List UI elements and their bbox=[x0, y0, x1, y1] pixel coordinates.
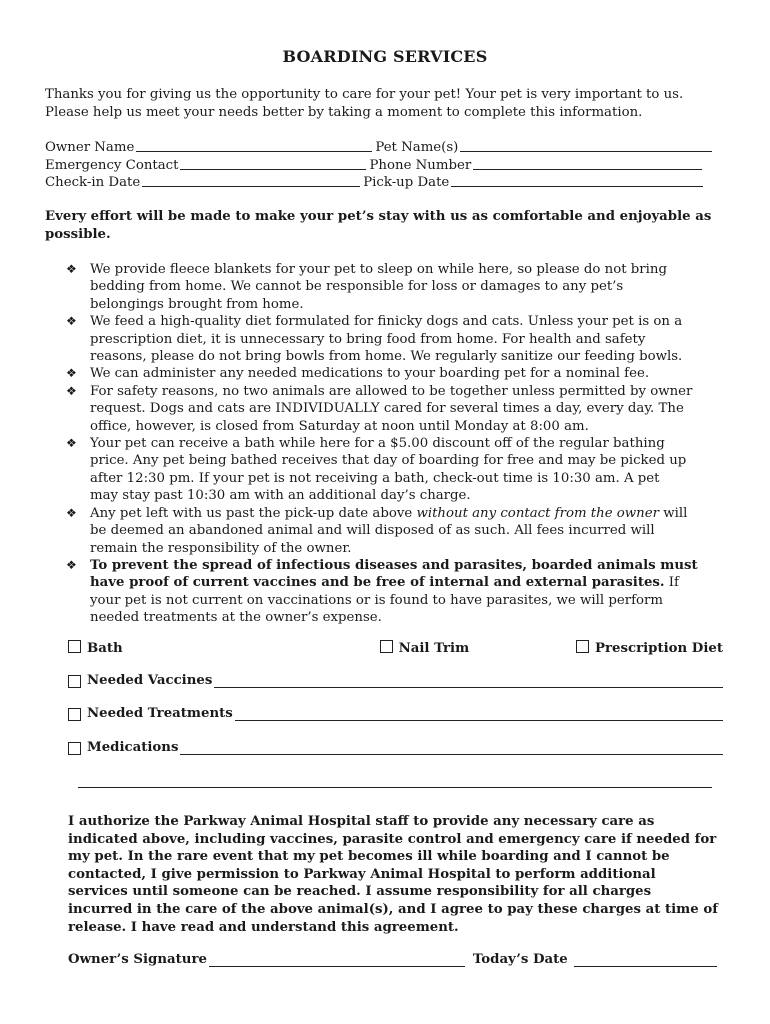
diamond-bullet-icon: ❖ bbox=[66, 436, 77, 451]
intro-line: Please help us meet your needs better by taking a moment to complete this information. bbox=[45, 104, 643, 120]
diamond-bullet-icon: ❖ bbox=[66, 505, 77, 520]
policy-line: may stay past 10:30 am with an additional day’s charge. bbox=[90, 488, 471, 504]
authorization-line: my pet. In the rare event that my pet becomes ill while boarding and I cannot be bbox=[68, 849, 670, 865]
needed-vaccines-row bbox=[68, 673, 723, 688]
prescription-diet-label: Prescription Diet bbox=[595, 641, 723, 656]
diamond-bullet-icon: ❖ bbox=[66, 314, 77, 329]
needed-treatments-row bbox=[68, 706, 723, 721]
checkin-date-label: Check-in Date bbox=[45, 175, 141, 190]
field-row-dates bbox=[45, 174, 735, 192]
emergency-contact-label: Emergency Contact bbox=[45, 157, 179, 173]
policy-text-bold: have proof of current vaccines and be free of internal and external parasites. bbox=[90, 575, 665, 591]
policy-line: bedding from home. We cannot be responsible for loss or damages to any pet’s bbox=[90, 279, 624, 295]
diamond-bullet-icon: ❖ bbox=[66, 383, 77, 398]
nail-trim-option bbox=[380, 640, 470, 656]
policy-line: request. Dogs and cats are INDIVIDUALLY cared for several times a day, every day. The bbox=[90, 401, 684, 417]
prescription-diet-checkbox[interactable] bbox=[576, 640, 589, 653]
policy-text: will bbox=[658, 505, 688, 521]
bath-checkbox[interactable] bbox=[68, 640, 81, 653]
owner-name-field[interactable] bbox=[136, 139, 372, 152]
owner-info-fields bbox=[45, 139, 735, 192]
policy-emphasis: without any contact from the owner bbox=[416, 505, 659, 521]
page-title: BOARDING SERVICES bbox=[282, 47, 488, 66]
owner-signature-field[interactable] bbox=[209, 954, 465, 967]
needed-treatments-checkbox[interactable] bbox=[68, 708, 81, 721]
policy-text: Any pet left with us past the pick-up date above bbox=[90, 505, 417, 521]
policy-list bbox=[66, 261, 736, 627]
phone-number-label: Phone Number bbox=[369, 157, 472, 173]
needed-vaccines-label: Needed Vaccines bbox=[87, 673, 213, 688]
signature-row bbox=[68, 952, 720, 967]
comfort-statement: Every effort will be made to make your pet’s stay with us as comfortable and enjoyable as possible. bbox=[45, 209, 712, 242]
list-item bbox=[66, 557, 736, 627]
policy-line: We provide fleece blankets for your pet to sleep on while here, so please do not bring bbox=[90, 262, 667, 277]
intro-paragraph bbox=[45, 86, 735, 121]
needed-vaccines-checkbox[interactable] bbox=[68, 675, 81, 688]
policy-line: belongings brought from home. bbox=[90, 296, 304, 312]
list-item bbox=[66, 261, 736, 313]
nail-trim-checkbox[interactable] bbox=[380, 640, 393, 653]
policy-line bbox=[90, 574, 736, 591]
checkin-date-field[interactable] bbox=[142, 174, 360, 187]
intro-line: Thanks you for giving us the opportunity to care for your pet! Your pet is very important to us. bbox=[45, 87, 684, 102]
authorization-paragraph bbox=[68, 813, 728, 936]
todays-date-field[interactable] bbox=[574, 954, 717, 967]
policy-line: We can administer any needed medications to your boarding pet for a nominal fee. bbox=[90, 366, 650, 382]
list-item bbox=[66, 383, 736, 435]
nail-trim-label: Nail Trim bbox=[398, 641, 470, 656]
policy-line: your pet is not current on vaccinations or is found to have parasites, we will perform bbox=[90, 592, 663, 608]
owner-name-label: Owner Name bbox=[45, 140, 135, 155]
section-divider bbox=[78, 787, 712, 788]
authorization-line: indicated above, including vaccines, parasite control and emergency care if needed for bbox=[68, 831, 717, 847]
authorization-line: release. I have read and understand this agreement. bbox=[68, 919, 459, 935]
pickup-date-field[interactable] bbox=[451, 174, 703, 187]
service-checkboxes bbox=[68, 640, 723, 656]
authorization-line: I authorize the Parkway Animal Hospital staff to provide any necessary care as bbox=[68, 814, 655, 829]
policy-line: prescription diet, it is unnecessary to bring food from home. For health and safety bbox=[90, 331, 646, 347]
policy-line: price. Any pet being bathed receives that day of boarding for free and may be picked up bbox=[90, 453, 687, 469]
list-item bbox=[66, 313, 736, 365]
bath-option bbox=[68, 640, 123, 656]
policy-line: We feed a high-quality diet formulated for finicky dogs and cats. Unless your pet is on a bbox=[90, 314, 683, 330]
list-item bbox=[66, 435, 736, 505]
policy-line: office, however, is closed from Saturday at noon until Monday at 8:00 am. bbox=[90, 418, 589, 434]
list-item bbox=[66, 365, 736, 382]
owner-signature-label: Owner’s Signature bbox=[68, 952, 207, 967]
emergency-contact-field[interactable] bbox=[180, 157, 366, 170]
bath-label: Bath bbox=[87, 641, 123, 656]
policy-line: For safety reasons, no two animals are allowed to be together unless permitted by owner bbox=[90, 383, 693, 399]
pet-names-field[interactable] bbox=[460, 139, 712, 152]
prescription-diet-option bbox=[576, 640, 723, 656]
needed-vaccines-field[interactable] bbox=[214, 676, 723, 688]
list-item bbox=[66, 505, 736, 557]
policy-line: remain the responsibility of the owner. bbox=[90, 540, 352, 556]
todays-date-label: Today’s Date bbox=[472, 952, 568, 967]
medications-row bbox=[68, 740, 723, 755]
policy-line: Your pet can receive a bath while here for a $5.00 discount off of the regular bathing bbox=[90, 436, 665, 452]
policy-line: reasons, please do not bring bowls from home. We regularly sanitize our feeding bowls. bbox=[90, 349, 683, 365]
policy-line: after 12:30 pm. If your pet is not receiving a bath, check-out time is 10:30 am. A pet bbox=[90, 470, 660, 486]
policy-line-bold: To prevent the spread of infectious diseases and parasites, boarded animals must bbox=[90, 557, 698, 573]
medications-checkbox[interactable] bbox=[68, 742, 81, 755]
diamond-bullet-icon: ❖ bbox=[66, 557, 77, 572]
authorization-line: incurred in the care of the above animal(s), and I agree to pay these charges at time of bbox=[68, 901, 718, 917]
policy-text: If bbox=[664, 575, 679, 591]
needed-treatments-label: Needed Treatments bbox=[87, 706, 233, 721]
medications-label: Medications bbox=[87, 740, 179, 755]
pickup-date-label: Pick-up Date bbox=[363, 175, 450, 190]
diamond-bullet-icon: ❖ bbox=[66, 366, 77, 381]
pet-names-label: Pet Name(s) bbox=[375, 140, 459, 155]
policy-line: needed treatments at the owner’s expense. bbox=[90, 610, 382, 626]
field-row-emergency bbox=[45, 157, 735, 175]
authorization-line: contacted, I give permission to Parkway Animal Hospital to perform additional bbox=[68, 866, 656, 882]
policy-line bbox=[90, 505, 736, 522]
medications-field[interactable] bbox=[180, 743, 723, 755]
phone-number-field[interactable] bbox=[473, 157, 702, 170]
authorization-line: services until someone can be reached. I assume responsibility for all charges bbox=[68, 884, 652, 900]
diamond-bullet-icon: ❖ bbox=[66, 262, 77, 276]
needed-treatments-field[interactable] bbox=[235, 709, 723, 721]
field-row-owner bbox=[45, 139, 735, 157]
policy-line: be deemed an abandoned animal and will disposed of as such. All fees incurred will bbox=[90, 523, 655, 539]
